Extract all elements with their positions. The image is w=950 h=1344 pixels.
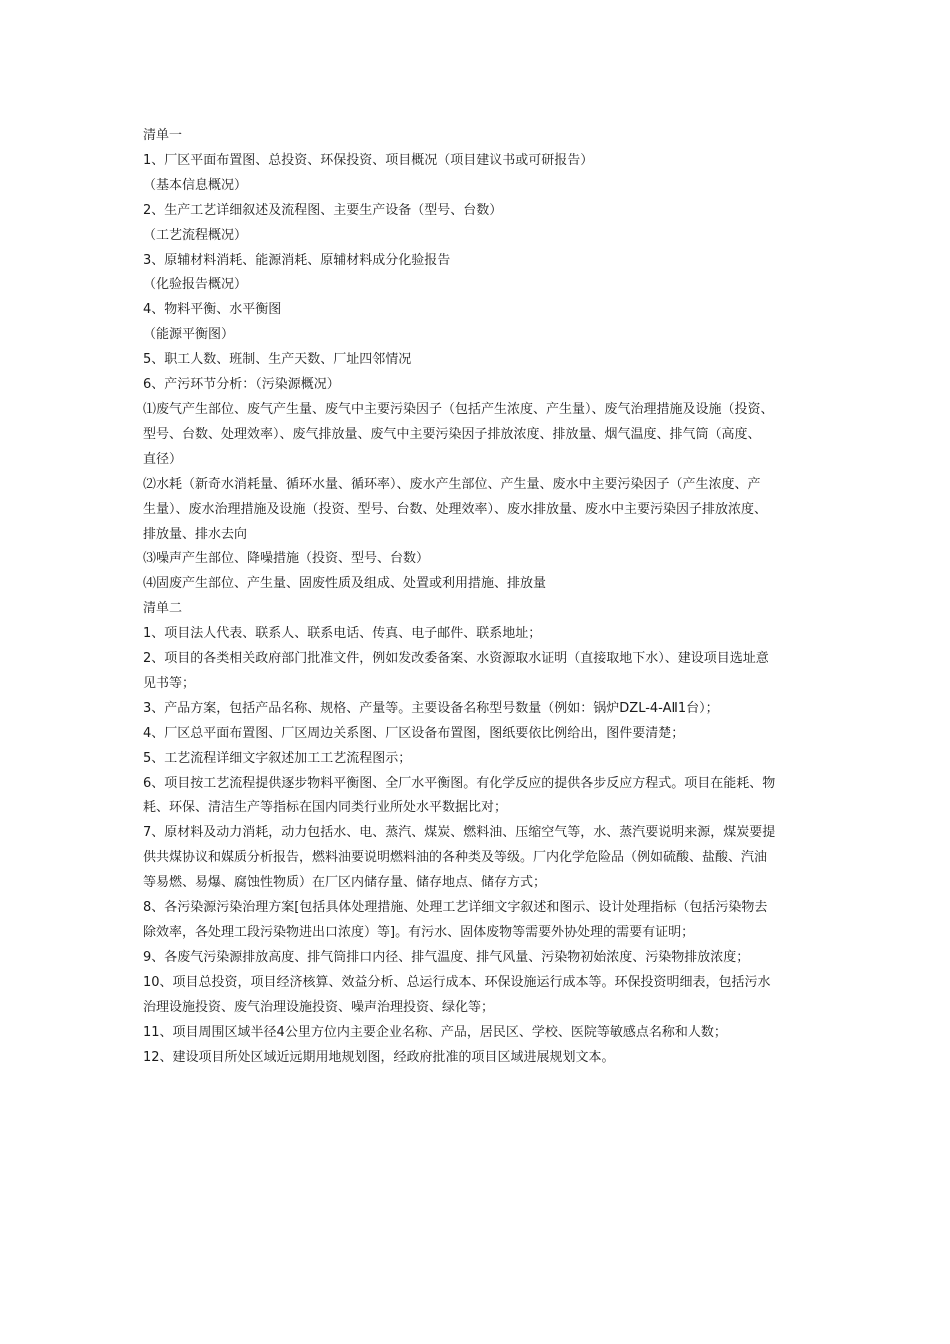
list1-line: ⑴废气产生部位、废气产生量、废气中主要污染因子（包括产生浓度、产生量）、废气治理措施及设施（投资、	[143, 401, 774, 417]
list2-line: 3、产品方案，包括产品名称、规格、产量等。主要设备名称型号数量（例如：锅炉DZL-4-AⅡ1台）；	[143, 700, 719, 716]
list1-line: 6、产污环节分析：（污染源概况）	[143, 377, 340, 393]
list1-body	[143, 149, 828, 597]
list1-line: （化验报告概况）	[143, 277, 248, 293]
list2-line: 1、项目法人代表、联系人、联系电话、传真、电子邮件、联系地址；	[143, 626, 542, 642]
list1-line: 1、厂区平面布置图、总投资、环保投资、项目概况（项目建议书或可研报告）	[143, 152, 594, 168]
list2-line: 2、项目的各类相关政府部门批准文件，例如发改委备案、水资源取水证明（直接取地下水）、建设项目选址意	[143, 651, 769, 667]
list2-line: 10、项目总投资，项目经济核算、效益分析、总运行成本、环保设施运行成本等。环保投资明细表，包括污水	[143, 974, 771, 990]
list1-line: 生量）、废水治理措施及设施（投资、型号、台数、处理效率）、废水排放量、废水中主要污染因子排放浓度、	[143, 501, 768, 517]
list2-line: 4、厂区总平面布置图、厂区周边关系图、厂区设备布置图，图纸要依比例给出，图件要清楚；	[143, 725, 685, 741]
list1-line: 4、物料平衡、水平衡图	[143, 302, 282, 318]
list1-line: 3、原辅材料消耗、能源消耗、原辅材料成分化验报告	[143, 252, 451, 268]
list1-line: （基本信息概况）	[143, 177, 248, 193]
list1-title: 清单一	[143, 128, 183, 143]
list1-line: ⑵水耗（新奇水消耗量、循环水量、循环率）、废水产生部位、产生量、废水中主要污染因子（产生浓度、产	[143, 476, 761, 492]
list2-line: 8、各污染源污染治理方案[包括具体处理措施、处理工艺详细文字叙述和图示、设计处理指标（包括污染物去	[143, 900, 768, 916]
list1-line: 型号、台数、处理效率）、废气排放量、废气中主要污染因子排放浓度、排放量、烟气温度、排气筒（高度、	[143, 426, 761, 442]
list2-title: 清单二	[143, 601, 183, 617]
list2-line: 治理设施投资、废气治理设施投资、噪声治理投资、绿化等；	[143, 999, 495, 1015]
list2-line: 9、各废气污染源排放高度、排气筒排口内径、排气温度、排气风量、污染物初始浓度、污染物排放浓度；	[143, 949, 750, 965]
list1-line: 5、职工人数、班制、生产天数、厂址四邻情况	[143, 352, 412, 368]
list2-line: 除效率，各处理工段污染物进出口浓度）等]。有污水、固体废物等需要外协处理的需要有证明；	[143, 925, 695, 940]
list2-line: 6、项目按工艺流程提供逐步物料平衡图、全厂水平衡图。有化学反应的提供各步反应方程式。项目在能耗、物	[143, 775, 776, 791]
list1-line: 直径）	[143, 451, 183, 467]
list2-line: 5、工艺流程详细文字叙述加工工艺流程图示；	[143, 750, 412, 766]
list2-line: 7、原材料及动力消耗，动力包括水、电、蒸汽、煤炭、燃料油、压缩空气等，水、蒸汽要说明来源，煤炭要提	[143, 825, 776, 841]
list1-line: 排放量、排水去向	[143, 526, 248, 542]
list2-line: 耗、环保、清洁生产等指标在国内同类行业所处水平数据比对；	[143, 800, 508, 816]
list2-line: 供共煤协议和媒质分析报告，燃料油要说明燃料油的各种类及等级。厂内化学危险品（例如硫酸、盐酸、汽油	[143, 850, 768, 866]
list1-line: ⑷固废产生部位、产生量、固废性质及组成、处置或利用措施、排放量	[143, 576, 547, 592]
list2-body	[143, 622, 828, 1070]
list2-line: 11、项目周围区域半径4公里方位内主要企业名称、产品，居民区、学校、医院等敏感点名称和人数；	[143, 1024, 727, 1040]
document-page	[143, 124, 828, 1070]
list1-line: 2、生产工艺详细叙述及流程图、主要生产设备（型号、台数）	[143, 202, 503, 218]
list1-line: ⑶噪声产生部位、降噪措施（投资、型号、台数）	[143, 551, 430, 567]
list1-line: （能源平衡图）	[143, 327, 235, 343]
list2-line: 等易燃、易爆、腐蚀性物质）在厂区内储存量、储存地点、储存方式；	[143, 875, 547, 891]
list2-line: 12、建设项目所处区域近远期用地规划图，经政府批准的项目区域进展规划文本。	[143, 1049, 615, 1065]
list2-line: 见书等；	[143, 675, 196, 691]
list1-line: （工艺流程概况）	[143, 227, 248, 243]
